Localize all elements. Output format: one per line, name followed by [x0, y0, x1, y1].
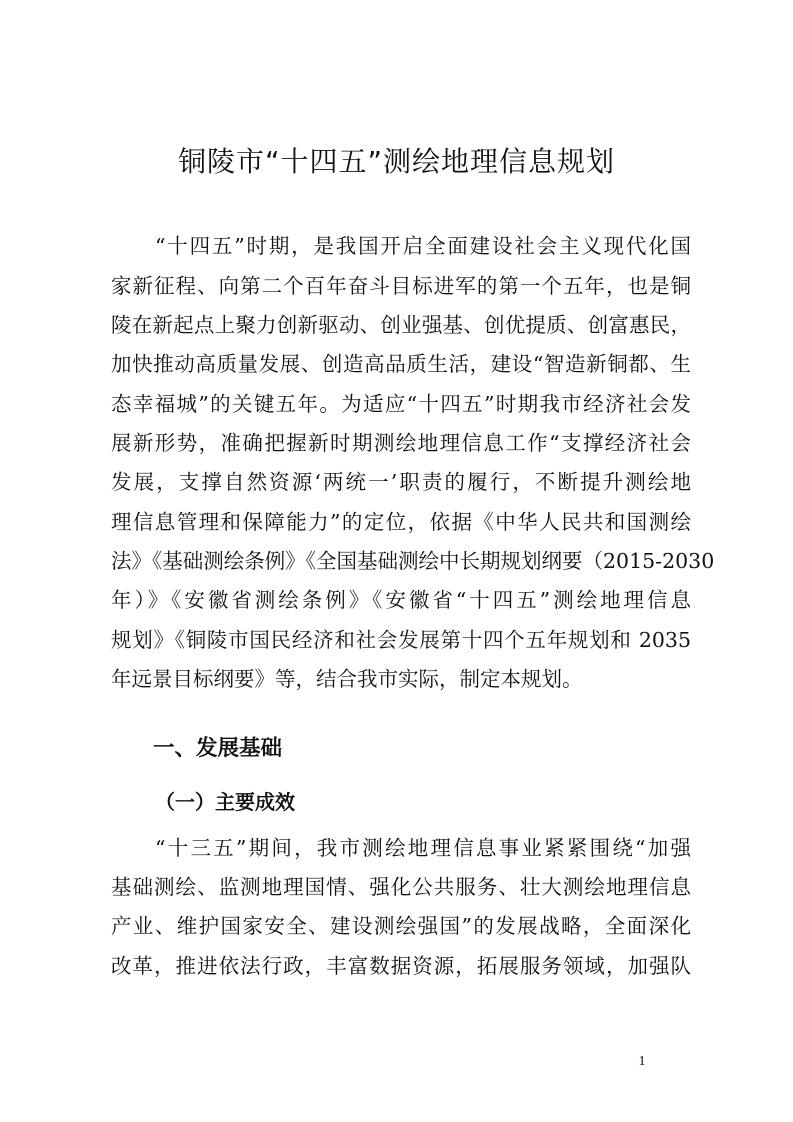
intro-line-10: 年）》《安徽省测绘条例》《安徽省“十四五”测绘地理信息 — [111, 588, 691, 612]
intro-line-8: 理信息管理和保障能力”的定位，依据《中华人民共和国测绘 — [111, 510, 691, 534]
section-line-4: 改革，推进依法行政，丰富数据资源，拓展服务领域，加强队 — [111, 954, 691, 978]
section-line-3: 产业、维护国家安全、建设测绘强国”的发展战略，全面深化 — [111, 914, 691, 938]
intro-line-4: 加快推动高质量发展、创造高品质生活，建设“智造新铜都、生 — [111, 352, 691, 376]
document-title: 铜陵市“十四五”测绘地理信息规划 — [177, 145, 615, 178]
intro-line-3: 陵在新起点上聚力创新驱动、创业强基、创优提质、创富惠民， — [111, 313, 691, 337]
page-number: 1 — [638, 1054, 646, 1069]
intro-line-7: 发展，支撑自然资源‘两统一’职责的履行，不断提升测绘地 — [111, 470, 691, 494]
intro-line-5: 态幸福城”的关键五年。为适应“十四五”时期我市经济社会发 — [111, 392, 691, 416]
intro-line-2: 家新征程、向第二个百年奋斗目标进军的第一个五年，也是铜 — [111, 274, 691, 298]
section-line-2: 基础测绘、监测地理国情、强化公共服务、壮大测绘地理信息 — [111, 875, 691, 899]
intro-line-9: 法》《基础测绘条例》《全国基础测绘中长期规划纲要（2015-2030 — [111, 549, 715, 573]
intro-line-11: 规划》《铜陵市国民经济和社会发展第十四个五年规划和 2035 — [111, 628, 691, 652]
section-line-1: “十三五”期间，我市测绘地理信息事业紧紧围绕“加强 — [155, 836, 691, 860]
section-heading: 一、发展基础 — [153, 736, 283, 761]
intro-line-1: “十四五”时期，是我国开启全面建设社会主义现代化国 — [155, 234, 691, 258]
intro-line-6: 展新形势，准确把握新时期测绘地理信息工作“支撑经济社会 — [111, 431, 691, 455]
intro-line-12: 年远景目标纲要》等，结合我市实际，制定本规划。 — [111, 667, 583, 691]
subsection-heading: （一）主要成效 — [155, 790, 295, 814]
